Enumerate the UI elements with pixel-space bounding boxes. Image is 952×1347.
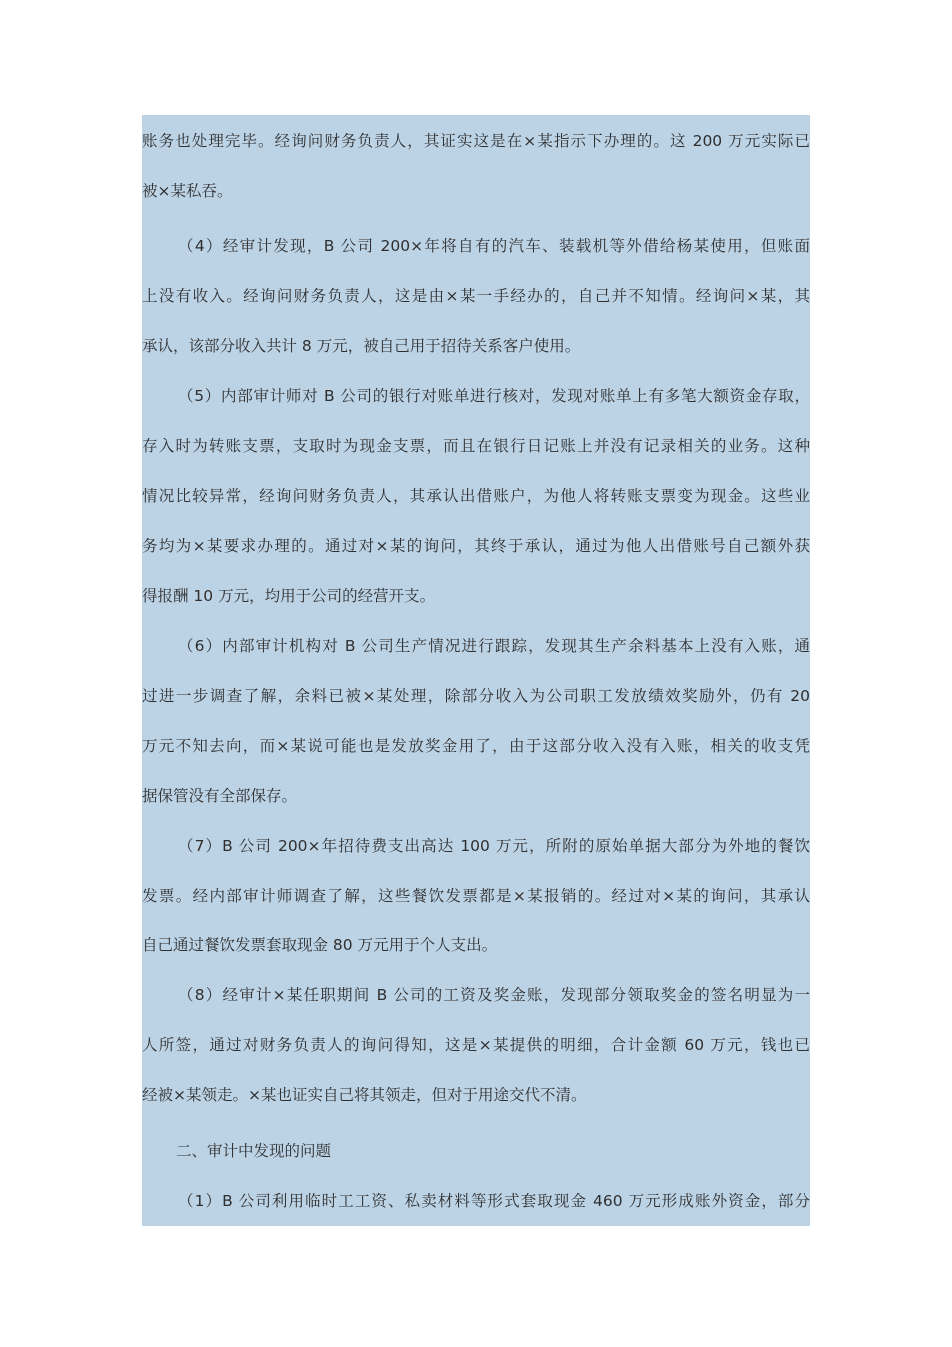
text-line: 自己通过餐饮发票套取现金 80 万元用于个人支出。 bbox=[142, 936, 498, 954]
text-line: 上没有收入。经询问财务负责人，这是由×某一手经办的，自己并不知情。经询问×某，其 bbox=[142, 287, 810, 305]
text-line: （4）经审计发现，B 公司 200×年将自有的汽车、装载机等外借给杨某使用，但账面 bbox=[178, 237, 810, 255]
text-line: 承认，该部分收入共计 8 万元，被自己用于招待关系客户使用。 bbox=[142, 337, 581, 355]
text-line: 万元不知去向，而×某说可能也是发放奖金用了，由于这部分收入没有入账，相关的收支凭 bbox=[142, 737, 810, 755]
text-line: 经被×某领走。×某也证实自己将其领走，但对于用途交代不清。 bbox=[142, 1086, 587, 1104]
text-line: 发票。经内部审计师调查了解，这些餐饮发票都是×某报销的。经过对×某的询问，其承认 bbox=[142, 887, 810, 905]
text-line: 存入时为转账支票，支取时为现金支票，而且在银行日记账上并没有记录相关的业务。这种 bbox=[142, 437, 810, 455]
text-line: 被×某私吞。 bbox=[142, 182, 233, 200]
text-line: （8）经审计×某任职期间 B 公司的工资及奖金账，发现部分领取奖金的签名明显为一 bbox=[178, 986, 810, 1004]
text-line: 人所签，通过对财务负责人的询问得知，这是×某提供的明细，合计金额 60 万元，钱也已 bbox=[142, 1036, 810, 1054]
text-line: （6）内部审计机构对 B 公司生产情况进行跟踪，发现其生产余料基本上没有入账，通 bbox=[178, 637, 810, 655]
text-line: 务均为×某要求办理的。通过对×某的询问，其终于承认，通过为他人出借账号自己额外获 bbox=[142, 537, 810, 555]
section-heading: 二、审计中发现的问题 bbox=[176, 1142, 332, 1160]
text-line: （7）B 公司 200×年招待费支出高达 100 万元，所附的原始单据大部分为外地的餐饮 bbox=[178, 837, 810, 855]
text-line: 据保管没有全部保存。 bbox=[142, 787, 298, 805]
text-line: 情况比较异常，经询问财务负责人，其承认出借账户，为他人将转账支票变为现金。这些业 bbox=[142, 487, 810, 505]
text-line: 过进一步调查了解，余料已被×某处理，除部分收入为公司职工发放绩效奖励外，仍有 20 bbox=[142, 687, 810, 705]
text-line: 得报酬 10 万元，均用于公司的经营开支。 bbox=[142, 587, 436, 605]
text-line: （1）B 公司利用临时工工资、私卖材料等形式套取现金 460 万元形成账外资金，部分 bbox=[178, 1192, 810, 1210]
text-line: （5）内部审计师对 B 公司的银行对账单进行核对，发现对账单上有多笔大额资金存取， bbox=[178, 387, 810, 405]
document-body bbox=[142, 115, 810, 1226]
text-line: 账务也处理完毕。经询问财务负责人，其证实这是在×某指示下办理的。这 200 万元实际已 bbox=[142, 132, 810, 150]
